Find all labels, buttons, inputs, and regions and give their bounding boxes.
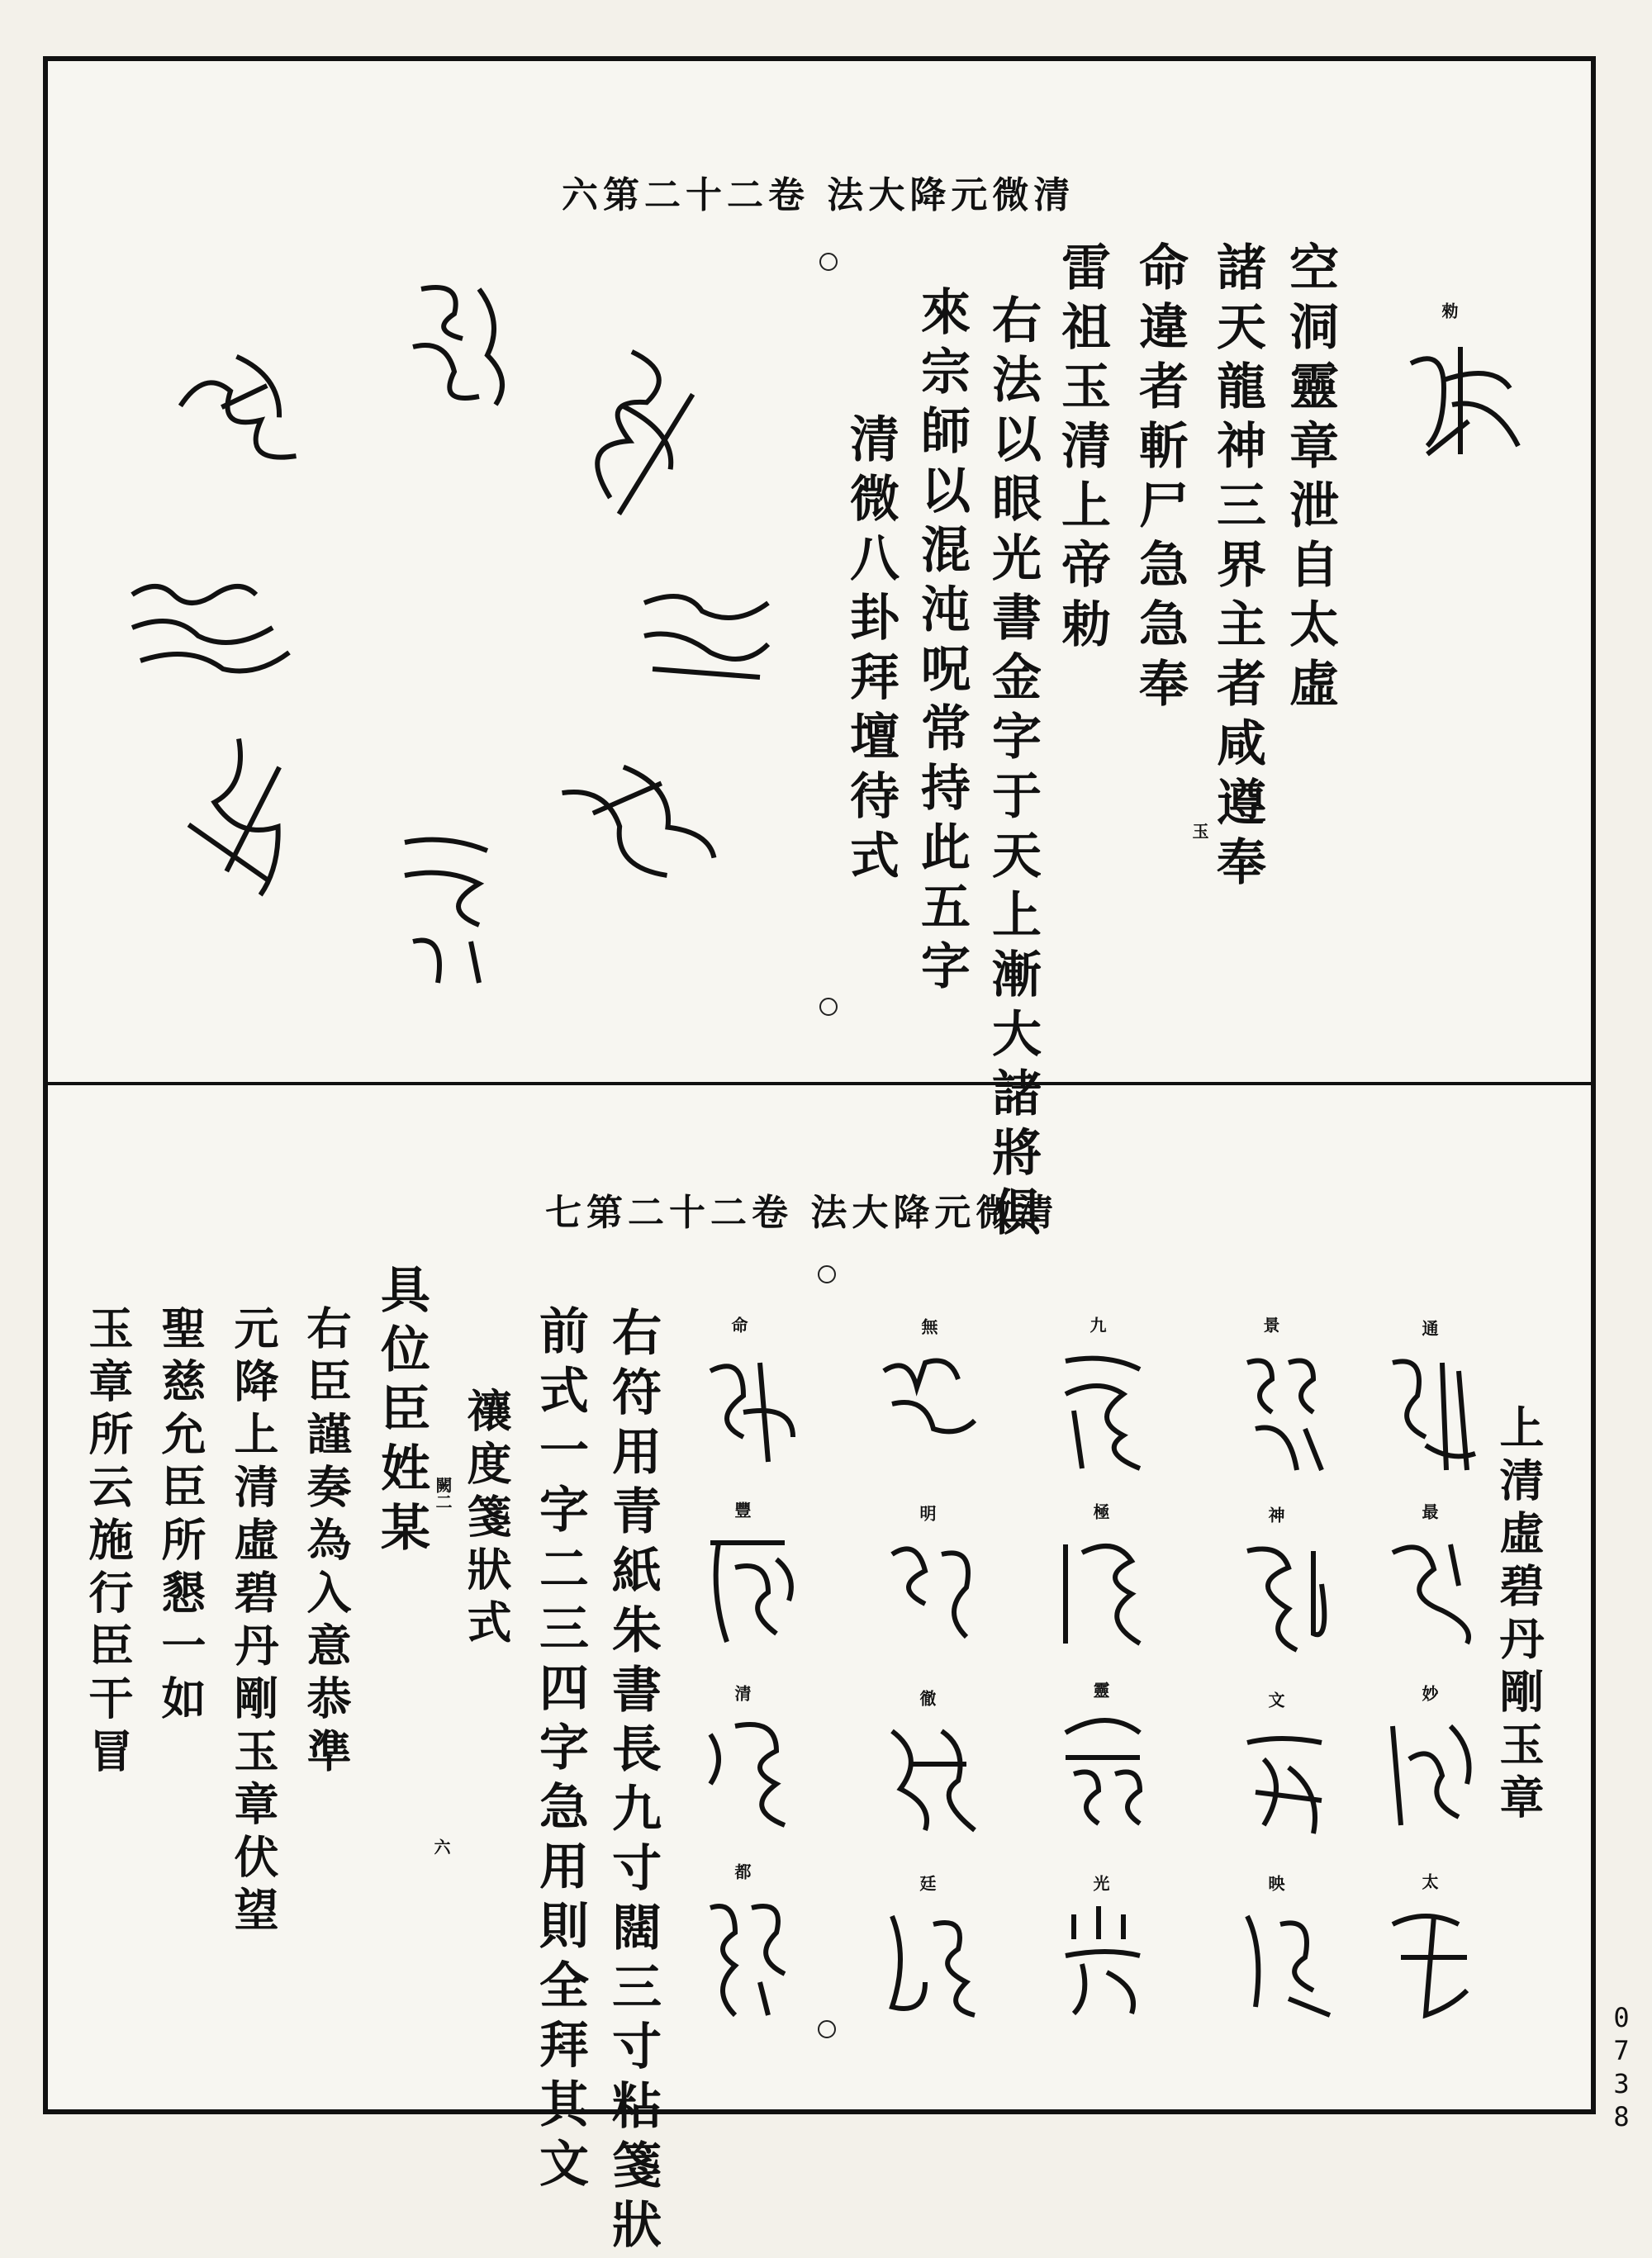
top-text-column-5: 右法以眼光書金字于天上漸大諸將俱 bbox=[984, 294, 1042, 1245]
talisman-glyph bbox=[388, 826, 504, 991]
bottom-text-column-6: 聖慈允臣所懇一如 bbox=[154, 1305, 207, 1728]
talisman-label: 九 bbox=[1087, 1316, 1107, 1333]
talisman-glyph bbox=[876, 1530, 983, 1653]
bottom-text-column-7: 玉章所云施行臣干冒 bbox=[82, 1305, 135, 1781]
talisman-glyph bbox=[694, 1346, 801, 1470]
seal-label: 勑 bbox=[1439, 302, 1459, 319]
bottom-text-column-5: 元降上清虛碧丹剛玉章伏望 bbox=[227, 1305, 280, 1939]
talisman-label: 文 bbox=[1265, 1691, 1285, 1708]
talisman-glyph bbox=[1231, 1900, 1338, 2023]
bottom-header: 七第二十二卷 法大降元微清 bbox=[545, 1192, 1059, 1234]
page-number: 0738 bbox=[1606, 2002, 1637, 2134]
talisman-glyph bbox=[694, 1891, 801, 2023]
talisman-label: 徹 bbox=[917, 1690, 937, 1706]
talisman-glyph bbox=[876, 1715, 983, 1838]
top-text-column-3: 命違者斬尸急急奉 bbox=[1131, 241, 1189, 717]
talisman-label: 映 bbox=[1265, 1875, 1285, 1891]
talisman-glyph bbox=[1049, 1528, 1156, 1660]
talisman-label: 神 bbox=[1265, 1506, 1285, 1523]
talisman-glyph bbox=[1231, 1718, 1338, 1842]
binding-hole bbox=[819, 253, 838, 271]
top-text-column-7: 清微八卦拜壇待式 bbox=[842, 413, 900, 889]
talisman-glyph bbox=[1049, 1708, 1156, 1840]
seal-glyph bbox=[1394, 330, 1526, 463]
page-divider bbox=[43, 1082, 1596, 1085]
talisman-label: 清 bbox=[732, 1685, 752, 1701]
talisman-glyph bbox=[1049, 1345, 1156, 1477]
small-note: 六 bbox=[431, 1838, 451, 1855]
bottom-text-column-1: 右符用青紙朱書長九寸闊三寸粘箋狀 bbox=[604, 1307, 662, 2258]
talisman-glyph bbox=[876, 1900, 983, 2023]
talisman-label: 命 bbox=[729, 1316, 748, 1333]
talisman-label: 通 bbox=[1419, 1320, 1439, 1336]
talisman-label: 太 bbox=[1419, 1873, 1439, 1890]
top-text-column-4: 雷祖玉清上帝勅 bbox=[1053, 241, 1111, 657]
bottom-heading-column: 禳度箋狀式 bbox=[460, 1388, 513, 1652]
talisman-label: 景 bbox=[1260, 1316, 1280, 1333]
talisman-glyph bbox=[1376, 1710, 1483, 1833]
talisman-glyph bbox=[396, 273, 520, 413]
top-text-column-1: 空洞靈章泄自太虛 bbox=[1281, 241, 1339, 717]
talisman-label: 光 bbox=[1090, 1875, 1110, 1891]
talisman-glyph bbox=[124, 562, 297, 685]
bottom-text-column-3: 具位臣姓某 bbox=[373, 1264, 430, 1561]
talisman-glyph bbox=[1231, 1346, 1338, 1478]
talisman-label: 極 bbox=[1090, 1503, 1110, 1520]
top-header: 六第二十二卷 法大降元微清 bbox=[562, 174, 1075, 216]
talisman-glyph bbox=[1376, 1900, 1483, 2023]
binding-hole bbox=[819, 998, 838, 1016]
talisman-glyph bbox=[1376, 1528, 1483, 1652]
bottom-title-column: 上清虛碧丹剛玉章 bbox=[1493, 1404, 1545, 1827]
talisman-label: 靈 bbox=[1090, 1682, 1110, 1698]
talisman-glyph bbox=[1231, 1535, 1338, 1658]
talisman-label: 最 bbox=[1419, 1503, 1439, 1520]
talisman-glyph bbox=[1049, 1898, 1156, 2022]
top-text-column-2: 諸天龍神三界主者咸遵奉 bbox=[1208, 241, 1266, 895]
talisman-glyph bbox=[694, 1526, 801, 1650]
top-text-column-6: 來宗師以混沌呪常持此五字 bbox=[913, 286, 971, 999]
talisman-label: 都 bbox=[732, 1863, 752, 1880]
talisman-label: 廷 bbox=[917, 1875, 937, 1891]
talisman-glyph bbox=[628, 578, 776, 702]
bottom-text-column-4: 右臣謹奏為入意恭準 bbox=[300, 1305, 353, 1781]
binding-hole bbox=[818, 2020, 836, 2038]
small-note: 闕二 bbox=[433, 1477, 453, 1510]
talisman-glyph bbox=[694, 1710, 801, 1833]
talisman-label: 無 bbox=[919, 1318, 938, 1335]
talisman-glyph bbox=[876, 1346, 983, 1454]
side-mark: 玉 bbox=[1189, 823, 1209, 839]
bottom-text-column-2: 前式一字二三四字急用則全拜其文 bbox=[531, 1305, 589, 2197]
talisman-label: 豐 bbox=[732, 1501, 752, 1518]
talisman-label: 明 bbox=[917, 1505, 937, 1521]
talisman-label: 妙 bbox=[1419, 1685, 1439, 1701]
talisman-glyph bbox=[1376, 1346, 1483, 1478]
binding-hole bbox=[818, 1265, 836, 1283]
